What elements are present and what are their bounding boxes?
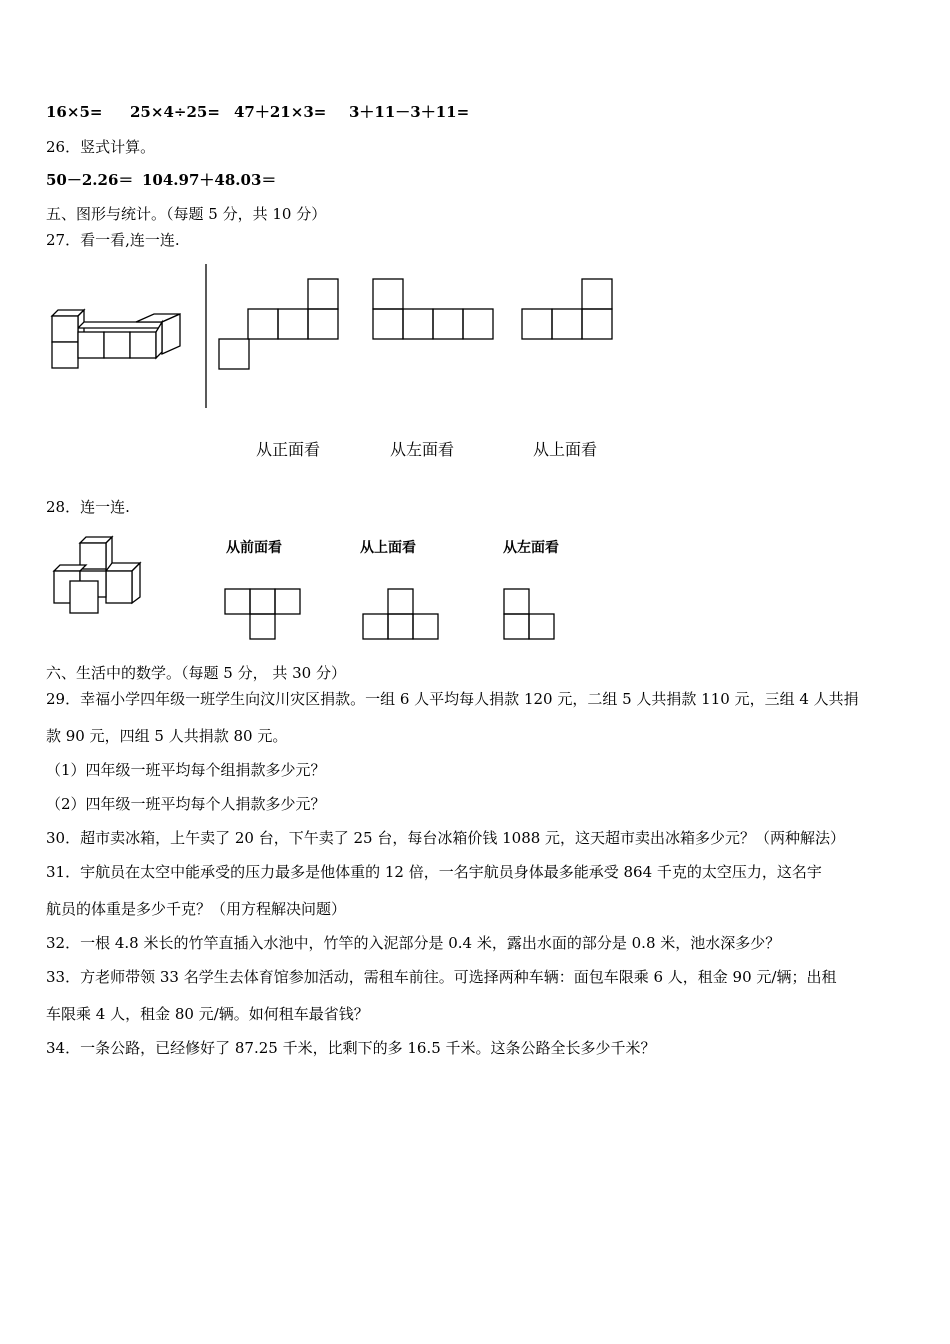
blocks-3d-figure	[50, 535, 150, 615]
calc-item: 25×4÷25=	[130, 103, 220, 121]
caption-left: 从左面看	[503, 540, 559, 556]
question-31-line1: 31．宇航员在太空中能承受的压力最多是他体重的 12 倍，一名宇航员身体最多能承受 864 千克的太空压力，这名宇	[46, 863, 822, 881]
section-6-heading: 六、生活中的数学。（每题 5 分， 共 30 分）	[46, 664, 346, 682]
question-29-sub1: （1）四年级一班平均每个组捐款多少元？	[46, 761, 326, 779]
question-26-exprs	[46, 170, 446, 190]
caption-front-view: 从正面看	[256, 440, 321, 459]
question-31-line2: 航员的体重是多少千克？（用方程解决问题）	[46, 900, 347, 918]
view-grid-staircase	[218, 278, 340, 370]
question-33-line1: 33．方老师带领 33 名学生去体育馆参加活动，需租车前往。可选择两种车辆：面包车限乘 6 人，租金 90 元/辆；出租	[46, 968, 837, 986]
question-26-title: 26．竖式计算。	[46, 138, 156, 156]
caption-top-view: 从上面看	[533, 440, 598, 459]
view-grid-reverse-l	[521, 278, 615, 340]
question-29-sub2: （2）四年级一班平均每个人捐款多少元？	[46, 795, 326, 813]
question-30: 30．超市卖冰箱，上午卖了 20 台，下午卖了 25 台，每台冰箱价钱 1088 元，这天超市卖出冰箱多少元？（两种解法）	[46, 829, 846, 847]
caption-front: 从前面看	[226, 540, 282, 556]
question-33-line2: 车限乘 4 人，租金 80 元/辆。如何租车最省钱？	[46, 1005, 369, 1023]
view-grid-t-shape	[224, 588, 302, 640]
expr-item: 104.97＋48.03＝	[142, 171, 277, 189]
calc-item: 16×5=	[46, 103, 103, 121]
question-29-line2: 款 90 元，四组 5 人共捐款 80 元。	[46, 727, 288, 745]
question-29-line1: 29．幸福小学四年级一班学生向汶川灾区捐款。一组 6 人平均每人捐款 120 元，二组 5 人共捐款 110 元，三组 4 人共捐	[46, 690, 859, 708]
view-grid-small-l	[503, 588, 557, 640]
calc-item: 3＋11－3＋11=	[349, 103, 470, 121]
expr-item: 50－2.26＝	[46, 171, 134, 189]
question-34: 34．一条公路，已经修好了 87.25 千米，比剩下的多 16.5 千米。这条公路全长多少千米？	[46, 1039, 656, 1057]
divider-line	[204, 264, 208, 408]
calc-row	[46, 102, 646, 122]
cube-3d-figure	[48, 308, 188, 372]
caption-left-view: 从左面看	[390, 440, 455, 459]
view-grid-l-shape	[372, 278, 496, 340]
question-32: 32．一根 4.8 米长的竹竿直插入水池中，竹竿的入泥部分是 0.4 米，露出水面的部分是 0.8 米，池水深多少？	[46, 934, 781, 952]
question-28-title: 28．连一连.	[46, 498, 130, 516]
section-5-heading: 五、图形与统计。（每题 5 分，共 10 分）	[46, 205, 327, 223]
calc-item: 47＋21×3=	[234, 103, 327, 121]
question-27-title: 27．看一看,连一连.	[46, 231, 180, 249]
caption-top: 从上面看	[360, 540, 416, 556]
view-grid-inverted-t	[362, 588, 440, 640]
